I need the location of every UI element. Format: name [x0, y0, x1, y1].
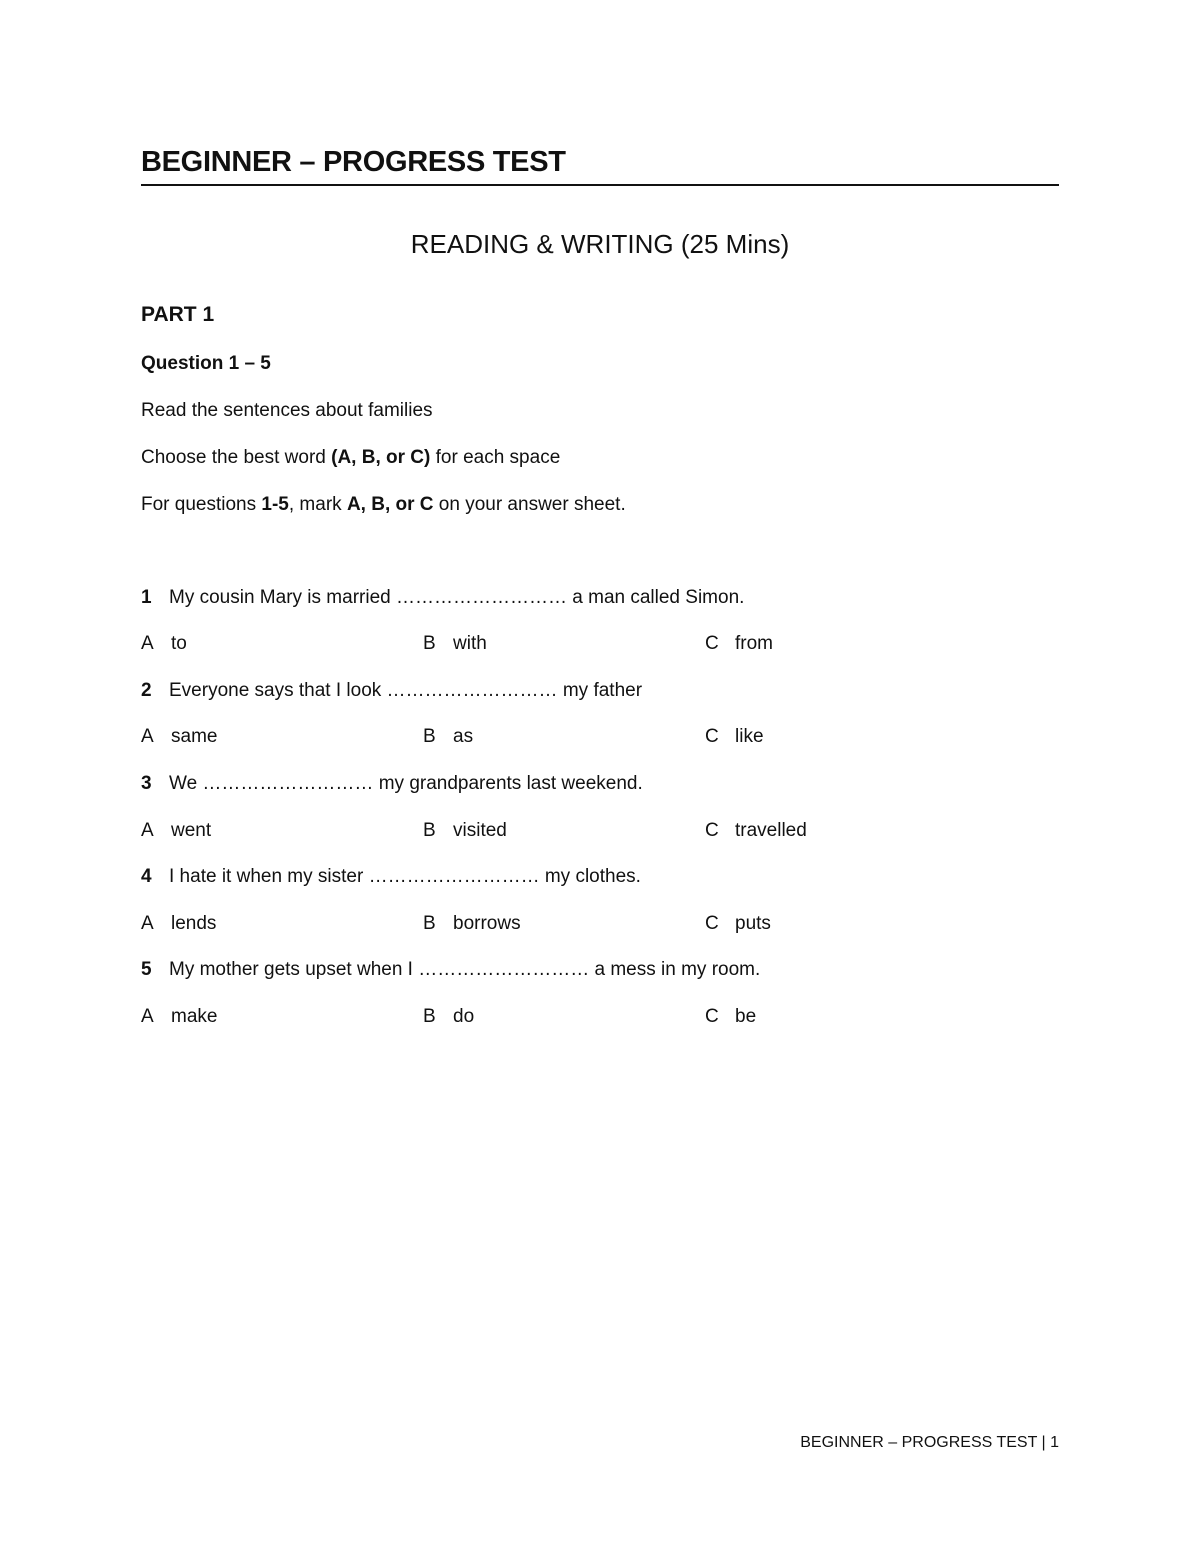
option-text: borrows — [453, 913, 521, 934]
option-b[interactable] — [423, 913, 521, 935]
option-letter: B — [423, 633, 436, 654]
option-text: puts — [735, 913, 771, 934]
question-2 — [141, 680, 642, 702]
instruction-mark-pre: For questions — [141, 494, 262, 515]
instruction-choose — [141, 447, 560, 469]
option-a[interactable] — [141, 820, 211, 842]
option-text: lends — [171, 913, 217, 934]
question-text: My mother gets upset when I ……………………… a mess in my room. — [169, 959, 761, 980]
question-number: 2 — [141, 680, 152, 701]
instruction-mark-options: A, B, or C — [346, 494, 434, 515]
option-letter: B — [423, 820, 436, 841]
option-text: visited — [453, 820, 507, 841]
question-2-options — [141, 726, 1059, 750]
option-a[interactable] — [141, 726, 217, 748]
option-letter: A — [141, 913, 154, 934]
question-text: Everyone says that I look ……………………… my father — [169, 680, 643, 701]
option-text: with — [453, 633, 487, 654]
question-text: We ……………………… my grandparents last weekend. — [169, 773, 643, 794]
question-4-options — [141, 913, 1059, 937]
instruction-choose-post: for each space — [430, 447, 561, 468]
instruction-mark-post: on your answer sheet. — [433, 494, 626, 515]
instruction-read: Read the sentences about families — [141, 400, 433, 421]
option-c[interactable] — [705, 820, 807, 842]
instruction-mark-mid: , mark — [288, 494, 347, 515]
question-4 — [141, 866, 641, 888]
option-text: as — [453, 726, 474, 747]
question-5 — [141, 959, 760, 981]
option-a[interactable] — [141, 1006, 217, 1028]
option-c[interactable] — [705, 633, 773, 655]
part-heading: PART 1 — [141, 303, 215, 326]
question-number: 4 — [141, 866, 152, 887]
document-title: BEGINNER – PROGRESS TEST — [141, 146, 566, 178]
instruction-choose-pre: Choose the best word — [141, 447, 332, 468]
question-text: I hate it when my sister ……………………… my clothes. — [169, 866, 641, 887]
question-number: 1 — [141, 587, 152, 608]
option-text: travelled — [735, 820, 807, 841]
option-a[interactable] — [141, 913, 216, 935]
option-text: do — [453, 1006, 475, 1027]
option-text: same — [171, 726, 218, 747]
question-5-options — [141, 1006, 1059, 1030]
option-text: went — [171, 820, 212, 841]
instruction-choose-options: (A, B, or C) — [331, 447, 431, 468]
instruction-mark — [141, 494, 626, 516]
option-letter: A — [141, 633, 154, 654]
document-page — [141, 0, 1059, 1553]
option-letter: C — [705, 913, 719, 934]
option-b[interactable] — [423, 633, 487, 655]
option-letter: C — [705, 726, 719, 747]
option-text: to — [171, 633, 187, 654]
option-letter: A — [141, 820, 154, 841]
option-letter: A — [141, 1006, 154, 1027]
question-3-options — [141, 820, 1059, 844]
option-c[interactable] — [705, 726, 764, 748]
title-underline — [141, 184, 1059, 186]
option-text: make — [171, 1006, 218, 1027]
option-b[interactable] — [423, 1006, 474, 1028]
option-letter: B — [423, 726, 436, 747]
option-letter: B — [423, 913, 436, 934]
option-a[interactable] — [141, 633, 187, 655]
option-text: like — [735, 726, 764, 747]
option-text: be — [735, 1006, 757, 1027]
option-letter: A — [141, 726, 154, 747]
option-b[interactable] — [423, 820, 507, 842]
option-letter: C — [705, 1006, 719, 1027]
question-1-options — [141, 633, 1059, 657]
option-c[interactable] — [705, 913, 771, 935]
question-1 — [141, 587, 744, 609]
option-letter: C — [705, 633, 719, 654]
option-c[interactable] — [705, 1006, 756, 1028]
question-text: My cousin Mary is married ……………………… a man called Simon. — [169, 587, 745, 608]
option-text: from — [735, 633, 773, 654]
option-b[interactable] — [423, 726, 473, 748]
question-range: Question 1 – 5 — [141, 353, 271, 374]
page-footer: BEGINNER – PROGRESS TEST | 1 — [800, 1434, 1059, 1451]
option-letter: B — [423, 1006, 436, 1027]
question-3 — [141, 773, 643, 795]
question-number: 5 — [141, 959, 152, 980]
option-letter: C — [705, 820, 719, 841]
question-number: 3 — [141, 773, 152, 794]
section-heading: READING & WRITING (25 Mins) — [410, 229, 790, 259]
instruction-mark-range: 1-5 — [261, 494, 289, 515]
